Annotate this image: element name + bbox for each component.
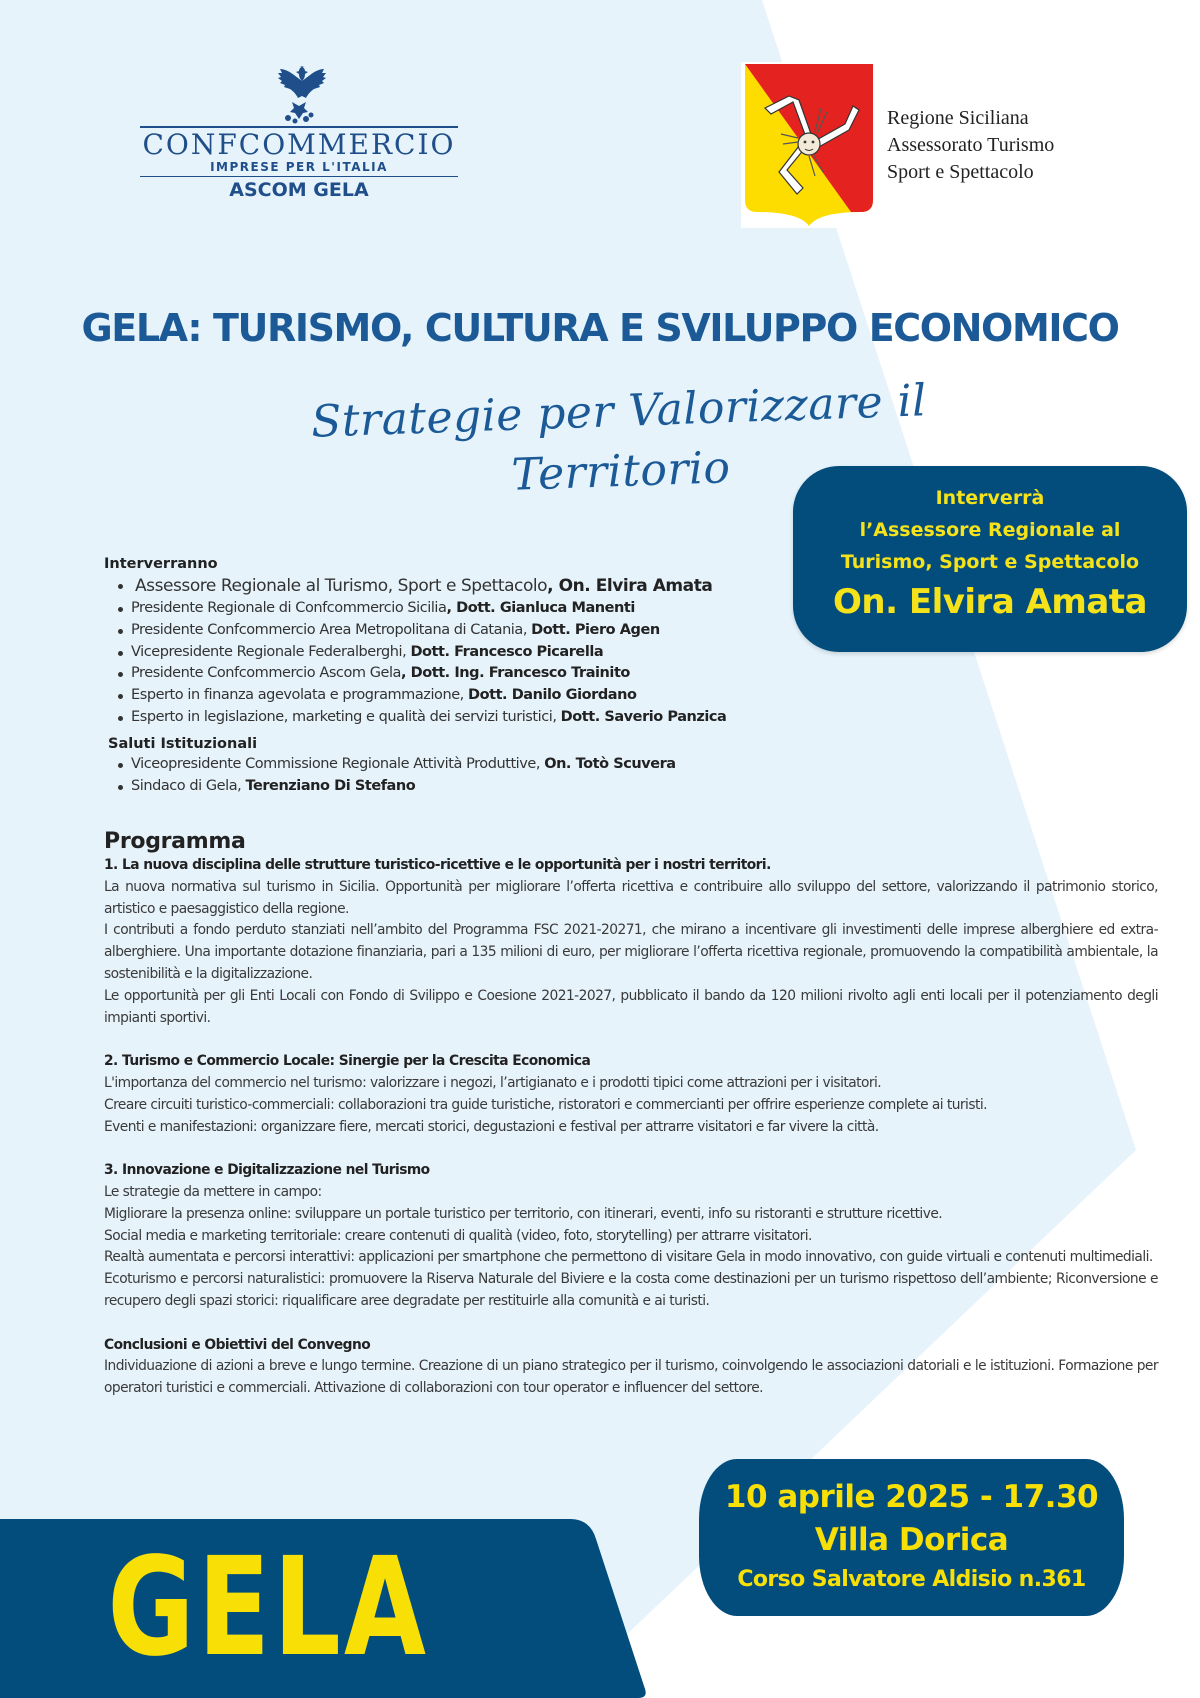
speaker-name: Dott. Francesco Picarella [410,643,604,660]
regione-line: Sport e Spettacolo [887,160,1034,183]
regione-line: Assessorato Turismo [887,133,1055,156]
confcommercio-tagline: IMPRESE PER L'ITALIA [210,159,388,174]
confcommercio-branch: ASCOM GELA [229,179,369,201]
section-paragraph: Le strategie da mettere in campo: [104,1183,322,1200]
page-subtitle: Strategie per Valorizzare il Territorio [310,375,928,501]
list-item [131,685,804,707]
featured-speaker-box [793,466,1187,652]
speakers-heading: Interverranno [104,556,218,572]
list-item [131,707,804,729]
list-item [131,754,804,776]
speaker-role: Presidente Confcommercio Area Metropolitana di Catania, [131,621,532,638]
event-info-box [699,1459,1124,1616]
greetings-heading: Saluti Istituzionali [108,735,258,752]
page-title: GELA: TURISMO, CULTURA E SVILUPPO ECONOMICO [81,306,1119,350]
section-title: 1. La nuova disciplina delle strutture turistico-ricettive e le opportunità per i nostri territori. [104,857,771,873]
section-paragraph: Individuazione di azioni a breve e lungo termine. Creazione di un piano strategico per il turismo, coinvolgendo le associazioni datoriali e le istituzioni. Formazione per operatori turistici e commerciali. Attivazione di collaborazioni con tour operator e influencer del settore. [104,1358,1158,1397]
confcommercio-logo [138,62,460,212]
featured-speaker-role: Turismo, Sport e Spettacolo [840,551,1140,573]
speaker-role: Sindaco di Gela, [131,777,246,794]
speaker-name: Dott. Danilo Giordano [467,687,637,704]
featured-speaker-intro: Interverrà [935,487,1045,509]
section-title: Conclusioni e Obiettivi del Convegno [104,1336,371,1353]
regione-text [877,105,1054,186]
featured-speaker-role: l’Assessore Regionale al [859,519,1121,541]
list-item [131,620,804,642]
greetings-list [104,754,804,798]
list-item [131,574,804,598]
programma-section [104,829,1158,1400]
speaker-role: Presidente Confcommercio Ascom Gela [131,665,401,682]
speakers-section [104,554,804,797]
featured-speaker-name: On. Elvira Amata [833,582,1147,622]
confcommercio-brand: CONFCOMMERCIO [142,127,456,161]
spacer [104,1138,1158,1160]
speakers-list [104,574,804,729]
list-item [131,776,804,798]
speaker-name: Terenziano Di Stefano [245,777,416,794]
spacer [104,1029,1158,1051]
section-paragraph: Eventi e manifestazioni: organizzare fiere, mercati storici, degustazioni e festival per attrarre visitatori e far vivere la città. [104,1118,879,1135]
speaker-role: Esperto in legislazione, marketing e qualità dei servizi turistici, [131,708,561,725]
city-name: GELA [107,1529,430,1687]
speaker-name: , On. Elvira Amata [547,576,713,596]
eagle-icon [264,62,334,126]
list-item [131,663,804,685]
speaker-name: , Dott. Ing. Francesco Trainito [400,665,630,682]
speaker-role: Presidente Regionale di Confcommercio Sicilia [131,600,447,616]
spacer [104,1313,1158,1335]
speaker-name: , Dott. Gianluca Manenti [446,600,635,616]
section-paragraph: Social media e marketing territoriale: creare contenuti di qualità (video, foto, storytelling) per attrarre visitatori. [104,1227,812,1244]
section-paragraph: La nuova normativa sul turismo in Sicilia. Opportunità per migliorare l’offerta ricettiva e contribuire allo sviluppo del settore, valorizzando il patrimonio storico, artistico e paesaggistico della regione. [104,878,1158,917]
list-item [131,642,804,664]
regione-siciliana-logo [741,62,1081,228]
regione-line: Regione Siciliana [887,106,1029,129]
section-title: 2. Turismo e Commercio Locale: Sinergie per la Crescita Economica [104,1053,591,1070]
section-paragraph: Le opportunità per gli Enti Locali con Fondo di Svilippo e Coesione 2021-2027, pubblicato il bando da 120 milioni rivolto agli enti locali per il potenziamento degli impianti sportivi. [104,987,1158,1026]
speaker-role: Esperto in finanza agevolata e programmazione, [131,687,468,704]
speaker-name: Dott. Saverio Panzica [560,708,727,725]
section-paragraph: Creare circuiti turistico-commerciali: collaborazioni tra guide turistiche, ristoratori e commercianti per offrire esperienze complete ai turisti. [104,1096,987,1113]
section-paragraph: Realtà aumentata e percorsi interattivi: applicazioni per smartphone che permettono di visitare Gela in modo innovativo, con guide virtuali e contenuti multimediali. [104,1249,1153,1266]
speaker-role: Viceopresidente Commissione Regionale Attività Produttive, [131,755,545,772]
speaker-role: Assessore Regionale al Turismo, Sport e Spettacolo [135,576,548,596]
speaker-name: Dott. Piero Agen [531,621,660,638]
event-address: Corso Salvatore Aldisio n.361 [737,1567,1086,1592]
speaker-role: Vicepresidente Regionale Federalberghi, [131,643,411,660]
event-date-time: 10 aprile 2025 - 17.30 [724,1479,1099,1515]
programma-heading: Programma [104,829,246,854]
trinacria-shield-icon [741,62,877,228]
speaker-name: On. Totò Scuvera [544,755,676,772]
section-paragraph: I contributi a fondo perduto stanziati nell’ambito del Programma FSC 2021-20271, che mirano a incentivare gli investimenti delle imprese alberghiere ed extra-alberghiere. Una importante dotazione finanziaria, pari a 135 milioni di euro, per migliorare l’offerta ricettiva regionale, promuovendo la compatibilità ambientale, la sostenibilità e la digitalizzazione. [104,922,1158,982]
section-paragraph: L'importanza del commercio nel turismo: valorizzare i negozi, l’artigianato e i prodotti tipici come attrazioni per i visitatori. [104,1074,882,1091]
list-item [131,598,804,620]
section-title: 3. Innovazione e Digitalizzazione nel Turismo [104,1162,430,1179]
event-venue: Villa Dorica [814,1522,1009,1558]
section-paragraph: Ecoturismo e percorsi naturalistici: promuovere la Riserva Naturale del Biviere e la costa come destinazioni per un turismo rispettoso dell’ambiente; Riconversione e recupero degli spazi storici: riqualificare aree degradate per restituirle alla comunità e ai turisti. [104,1271,1158,1309]
section-paragraph: Migliorare la presenza online: sviluppare un portale turistico per territorio, con itinerari, eventi, info su ristoranti e strutture ricettive. [104,1205,943,1222]
